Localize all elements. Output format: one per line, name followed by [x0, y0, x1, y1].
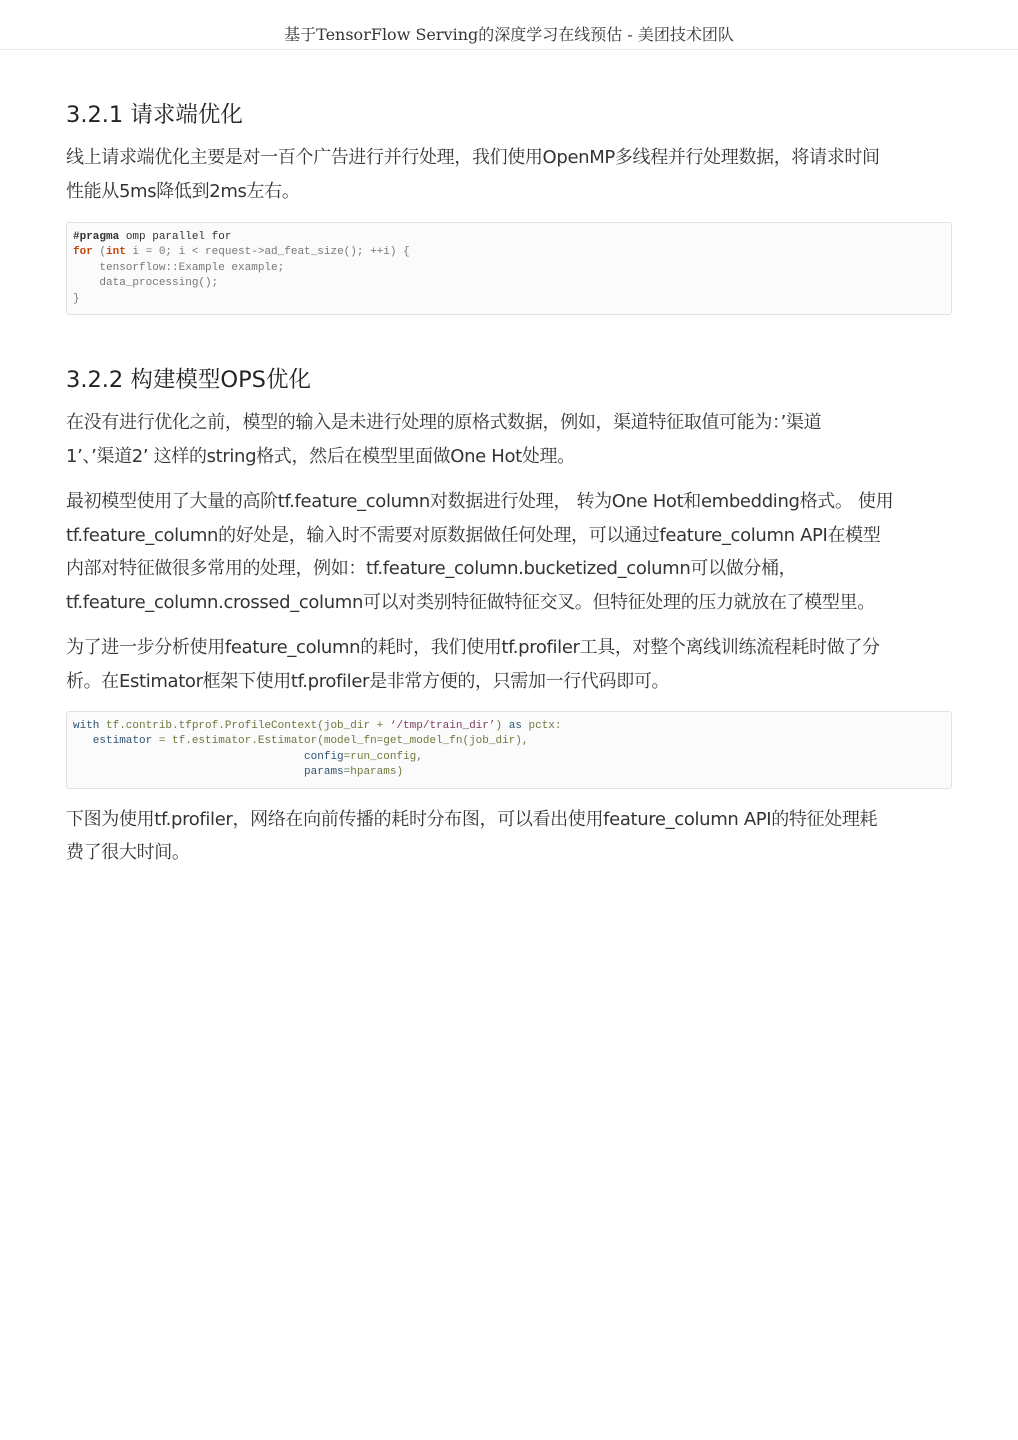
paragraph-line: 在没有进行优化之前，模型的输入是未进行处理的原格式数据，例如，渠道特征取值可能为：’渠道	[66, 412, 822, 434]
code-token: params	[304, 766, 344, 779]
code-token: tf.estimator.Estimator(model_fn=get_model_fn(job_dir),	[172, 735, 529, 748]
paragraph-line: 最初模型使用了大量的高阶tf.feature_column对数据进行处理， 转为One Hot和embedding格式。 使用	[66, 491, 894, 513]
code-token	[73, 766, 304, 778]
code-token: pragma	[79, 231, 120, 243]
code-block-profiler	[66, 711, 952, 789]
paragraph-figure-intro	[66, 803, 952, 870]
paragraph-line: 费了很大时间。	[66, 842, 190, 864]
paragraph-line: 性能从5ms降低到2ms左右。	[66, 180, 300, 202]
code-token: #	[73, 231, 80, 243]
article-body	[66, 98, 952, 870]
code-token: =	[152, 735, 173, 748]
code-token: estimator	[73, 735, 153, 748]
paragraph-line: 为了进一步分析使用feature_column的耗时，我们使用tf.profiler工具，对整个离线训练流程耗时做了分	[66, 637, 880, 659]
running-header	[0, 0, 1018, 50]
paragraph-line: 线上请求端优化主要是对一百个广告进行并行处理，我们使用OpenMP多线程并行处理数据，将请求时间	[66, 147, 880, 168]
section-heading-3-2-2: 3.2.2 构建模型OPS优化	[66, 367, 311, 394]
paragraph-line: 内部对特征做很多常用的处理，例如：tf.feature_column.bucketized_column可以做分桶，	[66, 558, 797, 580]
paragraph-before-optimization	[66, 406, 952, 473]
code-token: pctx:	[521, 720, 562, 733]
code-token: (	[92, 246, 107, 259]
code-token: ‘/tmp/train_dir’	[389, 720, 496, 733]
code-token: tf.contrib.tfprof.ProfileContext(job_dir +	[99, 720, 390, 733]
code-token	[73, 751, 304, 763]
code-token: )	[495, 720, 509, 733]
paragraph-request-optimization	[66, 141, 952, 208]
code-token: for	[73, 246, 93, 259]
code-token: =hparams)	[343, 766, 404, 779]
code-token: omp parallel for	[119, 231, 232, 243]
code-token: config	[304, 750, 344, 763]
paragraph-profiler	[66, 631, 952, 698]
paragraph-line: 下图为使用tf.profiler，网络在向前传播的耗时分布图，可以看出使用feature_column API的特征处理耗	[66, 808, 878, 830]
code-line: tensorflow::Example example;	[73, 261, 285, 274]
code-block-openmp	[66, 222, 952, 315]
code-token: as	[508, 720, 522, 733]
section-heading-3-2-1: 3.2.1 请求端优化	[66, 102, 243, 128]
code-token: int	[106, 246, 126, 259]
paragraph-feature-column	[66, 485, 952, 619]
paragraph-line: tf.feature_column.crossed_column可以对类别特征做特征交叉。但特征处理的压力就放在了模型里。	[66, 591, 875, 613]
code-line: data_processing();	[73, 277, 219, 290]
page-title: 基于TensorFlow Serving的深度学习在线预估 - 美团技术团队	[284, 25, 734, 44]
paragraph-line: 析。在Estimator框架下使用tf.profiler是非常方便的，只需加一行代码即可。	[66, 670, 670, 692]
code-line: }	[73, 292, 80, 305]
code-token: =run_config,	[343, 750, 423, 763]
code-token: with	[73, 720, 100, 733]
code-token: i = 0; i < request->ad_feat_size(); ++i) {	[125, 246, 410, 259]
paragraph-line: 1’、’渠道2’ 这样的string格式，然后在模型里面做One Hot处理。	[66, 445, 575, 467]
paragraph-line: tf.feature_column的好处是，输入时不需要对原数据做任何处理，可以通过feature_column API在模型	[66, 524, 881, 546]
